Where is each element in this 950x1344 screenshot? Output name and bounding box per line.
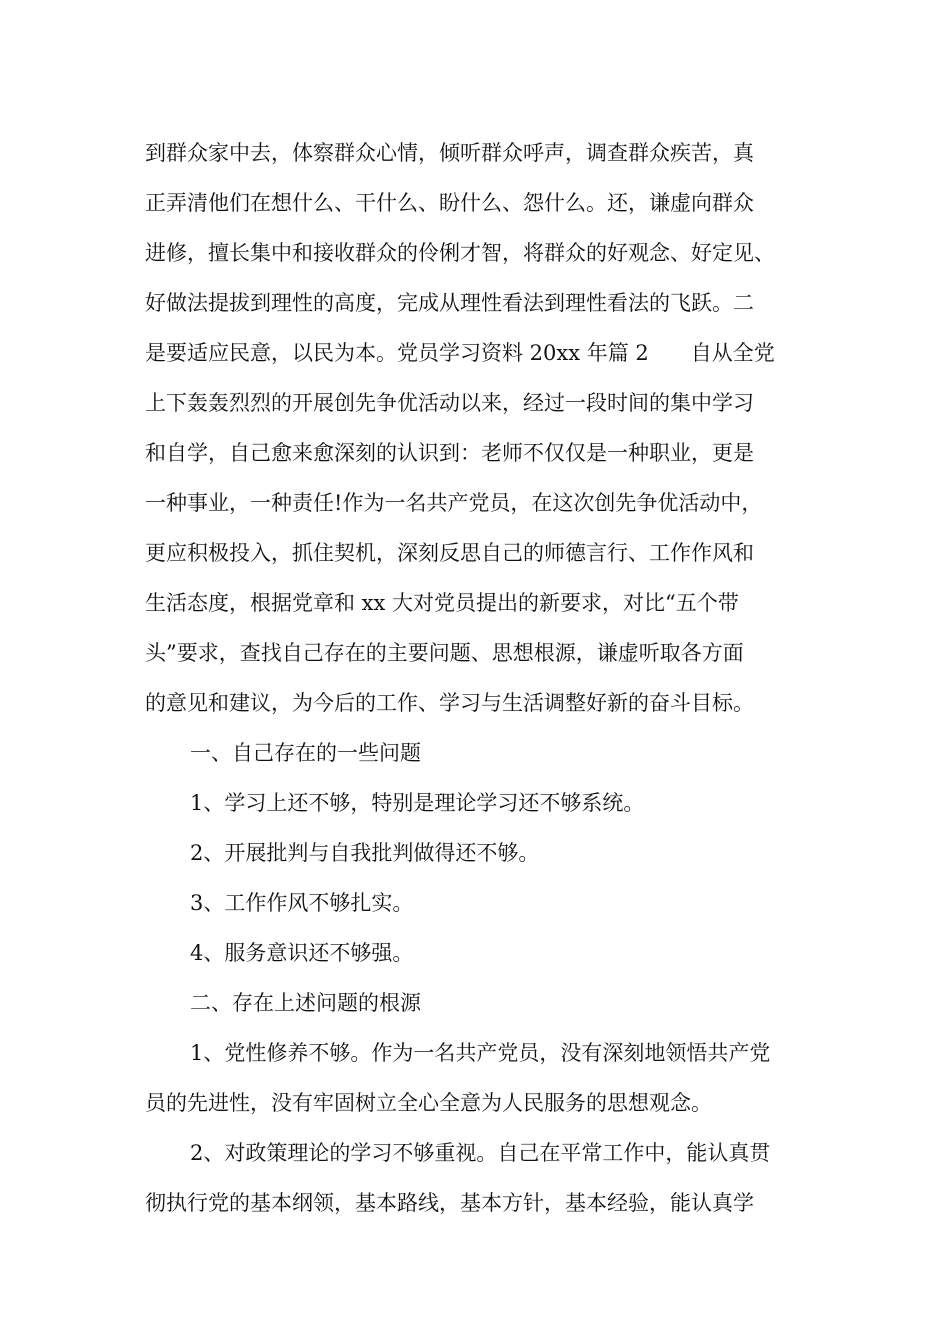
text-line: 进修，擅长集中和接收群众的伶俐才智，将群众的好观念、好定见、 (145, 241, 775, 265)
text-line: 的意见和建议，为今后的工作、学习与生活调整好新的奋斗目标。 (145, 691, 754, 715)
list-item: 4、服务意识还不够强。 (190, 941, 414, 965)
section-heading: 二、存在上述问题的根源 (190, 991, 421, 1015)
list-item: 3、工作作风不够扎实。 (190, 891, 414, 915)
text-line: 头”要求，查找自己存在的主要问题、思想根源，谦虚听取各方面 (145, 641, 744, 665)
list-item: 1、学习上还不够，特别是理论学习还不够系统。 (190, 791, 645, 815)
document-body (145, 128, 825, 1228)
section-heading: 一、自己存在的一些问题 (190, 741, 421, 765)
text-line: 更应积极投入，抓住契机，深刻反思自己的师德言行、工作作风和 (145, 541, 754, 565)
text-line: 和自学，自己愈来愈深刻的认识到：老师不仅仅是一种职业，更是 (145, 441, 754, 465)
text-line: 员的先进性，没有牢固树立全心全意为人民服务的思想观念。 (145, 1091, 712, 1115)
text-line: 到群众家中去，体察群众心情，倾听群众呼声，调查群众疾苦，真 (145, 141, 754, 165)
text-line: 一种事业，一种责任!作为一名共产党员，在这次创先争优活动中， (145, 491, 763, 515)
text-line: 上下轰轰烈烈的开展创先争优活动以来，经过一段时间的集中学习 (145, 391, 754, 415)
list-item: 1、党性修养不够。作为一名共产党员，没有深刻地领悟共产党 (190, 1041, 771, 1065)
text-line: 生活态度，根据党章和 xx 大对党员提出的新要求，对比“五个带 (145, 591, 739, 615)
text-line: 好做法提拔到理性的高度，完成从理性看法到理性看法的飞跃。二 (145, 291, 754, 315)
text-line: 是要适应民意，以民为本。党员学习资料 20xx 年篇 2 自从全党 (145, 341, 775, 365)
text-line: 彻执行党的基本纲领，基本路线，基本方针，基本经验，能认真学 (145, 1191, 754, 1215)
list-item: 2、开展批判与自我批判做得还不够。 (190, 841, 540, 865)
list-item: 2、对政策理论的学习不够重视。自己在平常工作中，能认真贯 (190, 1141, 771, 1165)
text-line: 正弄清他们在想什么、干什么、盼什么、怨什么。还，谦虚向群众 (145, 191, 754, 215)
